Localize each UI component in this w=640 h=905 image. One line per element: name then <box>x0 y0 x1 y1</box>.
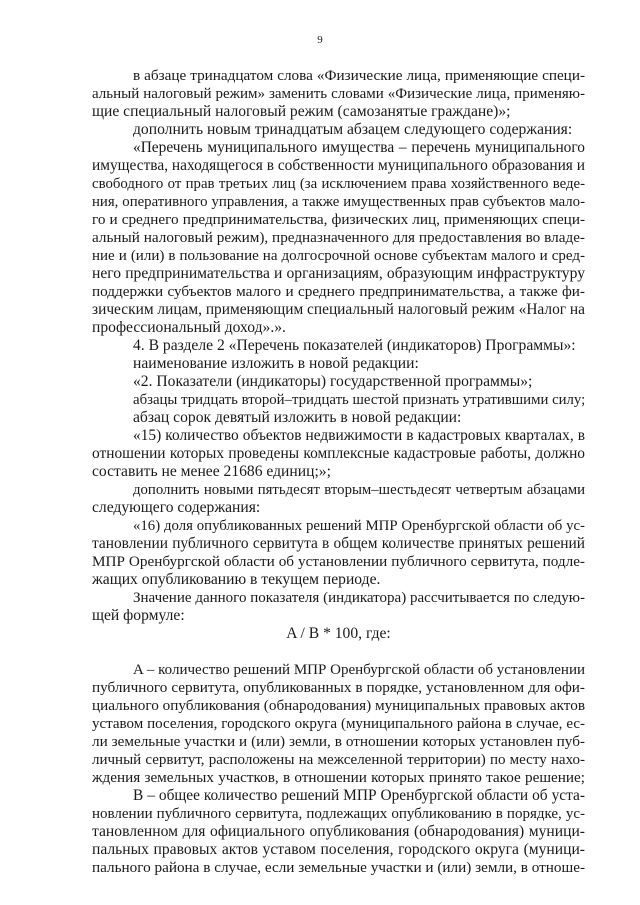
text-line: A – количество решений МПР Оренбургской области об установлении <box>133 662 585 678</box>
text-line: отношении которых проведены комплексные кадастровые работы, должно <box>92 445 585 462</box>
text-line: альный налоговый режим), предназначенного для предоставления во владе- <box>92 229 585 246</box>
text-line: уставом поселения, городского округа (муниципального района в случае, ес- <box>92 716 585 732</box>
text-line: ли земельные участки и (или) земли, в отношении которых установлен пуб- <box>92 733 585 750</box>
text-line: B – общее количество решений МПР Оренбургской области об уста- <box>133 787 585 804</box>
text-line: ния, оперативного управления, а также имущественных прав субъектов мало- <box>92 194 585 210</box>
text-line: дополнить новыми пятьдесят вторым–шестьдесят четвертым абзацами <box>133 482 585 498</box>
text-line: щие специальный налоговый режим (самозанятые граждане)»; <box>92 103 511 120</box>
text-line: абзацы тридцать второй–тридцать шестой признать утратившими силу; <box>133 392 586 408</box>
text-line: свободного от прав третьих лиц (за исключением права хозяйственного веде- <box>92 176 585 192</box>
text-line: поддержки субъектов малого и среднего предпринимательства, а также фи- <box>92 283 585 300</box>
text-line: публичного сервитута, опубликованных в порядке, установленном для офи- <box>92 679 585 696</box>
text-line: МПР Оренбургской области об установлении публичного сервитута, подле- <box>92 553 585 570</box>
text-line: «16) доля опубликованных решений МПР Оренбургской области об ус- <box>133 518 585 534</box>
text-line: в абзаце тринадцатом слова «Физические лица, применяющие специ- <box>133 67 585 84</box>
text-line: пальных правовых актов уставом поселения, городского округа (муници- <box>92 841 585 858</box>
text-line: имущества, находящегося в собственности муниципального образования и <box>92 157 585 174</box>
text-line: тановленном для официального опубликования (обнародования) муници- <box>92 823 585 840</box>
text-line: зическим лицам, применяющим специальный налоговый режим «Налог на <box>92 301 586 318</box>
formula: A / B * 100, где: <box>286 625 391 642</box>
text-line: «15) количество объектов недвижимости в кадастровых кварталах, в <box>133 427 585 444</box>
text-line: альный налоговый режим» заменить словами «Физические лица, применяю- <box>92 86 585 102</box>
text-line: тановлении публичного сервитута в общем количестве принятых решений <box>92 535 585 552</box>
text-line: «Перечень муниципального имущества – перечень муниципального <box>133 139 585 156</box>
text-line: «2. Показатели (индикаторы) государственной программы»; <box>133 373 533 390</box>
text-line: жащих опубликованию в текущем периоде. <box>92 571 381 588</box>
text-line: дополнить новым тринадцатым абзацем следующего содержания: <box>133 121 573 138</box>
text-line: личный сервитут, расположены на межселенной территории) по месту нахо- <box>92 752 585 768</box>
text-line: новлении публичного сервитута, подлежащих опубликованию в порядке, ус- <box>92 806 585 822</box>
text-line: ние и (или) в пользование на долгосрочной основе субъектам малого и сред- <box>92 248 585 264</box>
text-line: профессиональный доход».». <box>92 319 286 336</box>
text-line: него предпринимательства и организациям, образующим инфраструктуру <box>92 265 585 282</box>
text-line: циального опубликования (обнародования) муниципальных правовых актов <box>92 697 585 714</box>
text-line: 4. В разделе 2 «Перечень показателей (индикаторов) Программы»: <box>133 337 576 354</box>
page-number: 9 <box>317 34 323 46</box>
text-line: ждения земельных участков, в отношении которых принято такое решение; <box>92 769 585 786</box>
text-line: наименование изложить в новой редакции: <box>133 355 419 372</box>
text-line: го и среднего предпринимательства, физических лиц, применяющих специ- <box>92 211 585 228</box>
text-line: Значение данного показателя (индикатора) рассчитывается по следую- <box>133 590 585 606</box>
text-line: пального района в случае, если земельные участки и (или) земли, в отноше- <box>92 859 585 876</box>
text-line: составить не менее 21686 единиц;»; <box>92 463 331 480</box>
text-line: абзац сорок девятый изложить в новой редакции: <box>133 409 462 426</box>
text-line: следующего содержания: <box>92 499 261 516</box>
text-line: щей формуле: <box>92 607 185 624</box>
